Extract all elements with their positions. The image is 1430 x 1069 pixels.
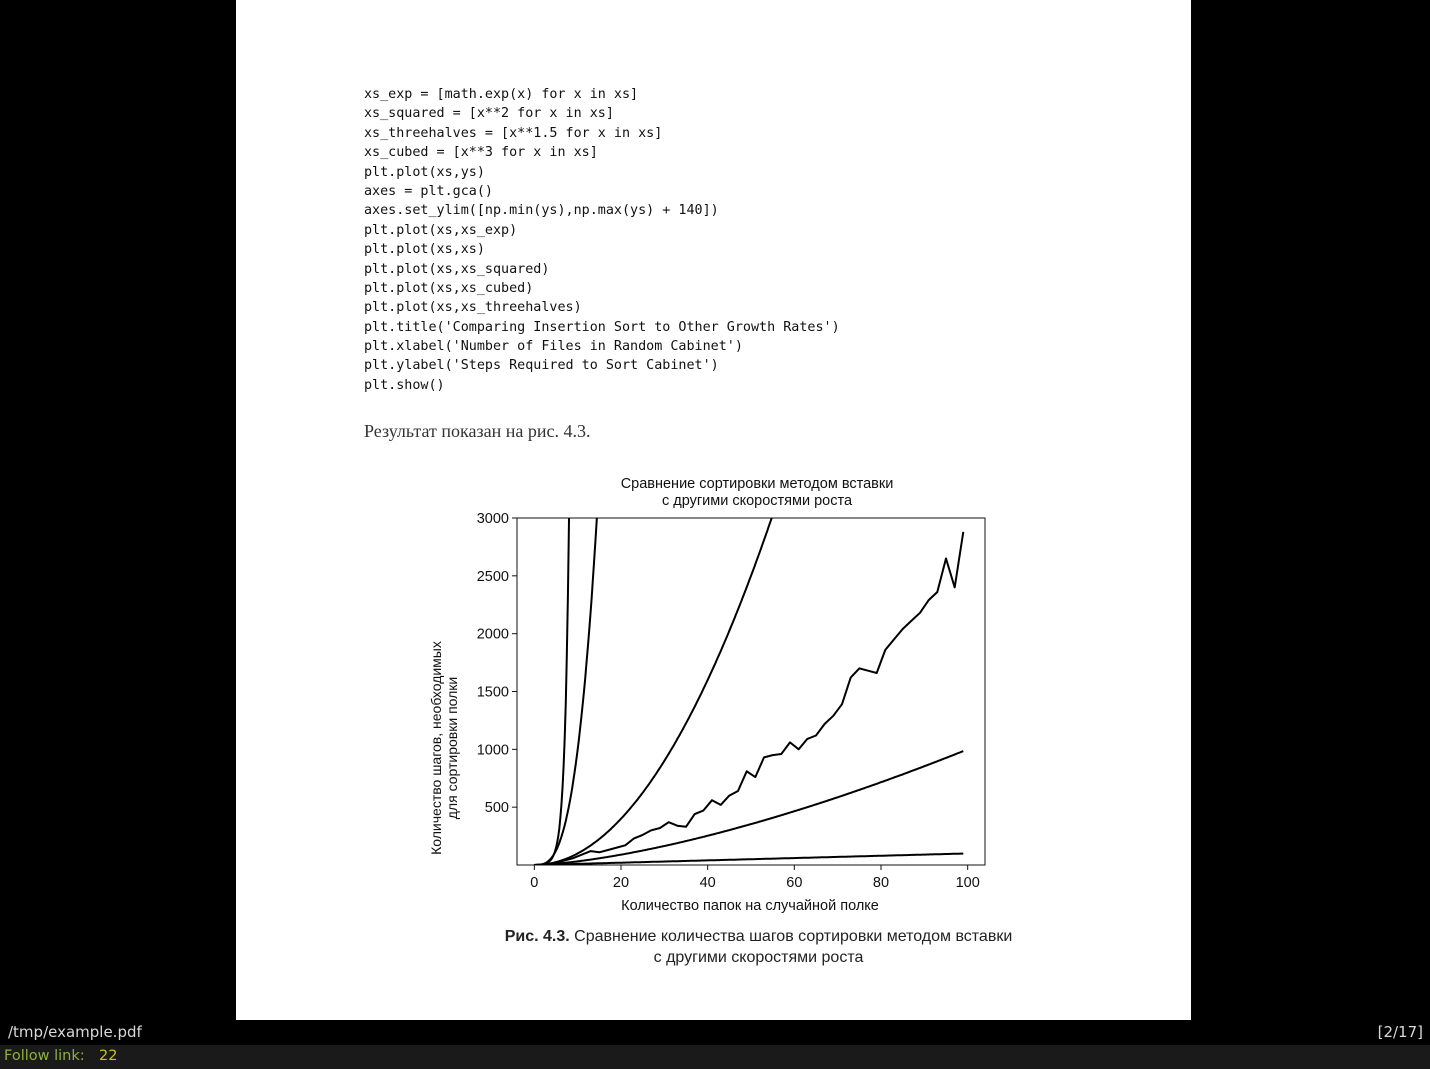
code-line: plt.plot(xs,xs_exp)	[364, 222, 518, 238]
y-tick-label: 1000	[476, 742, 509, 759]
code-line: plt.plot(xs,xs_squared)	[364, 261, 550, 277]
growth-rate-chart	[396, 468, 996, 918]
code-line: plt.ylabel('Steps Required to Sort Cabinet')	[364, 358, 719, 374]
caption-line1	[386, 926, 1131, 947]
y-tick-label: 3000	[476, 511, 509, 527]
y-tick-label: 500	[484, 800, 509, 817]
code-line: plt.plot(xs,xs)	[364, 242, 485, 258]
code-line: xs_exp = [math.exp(x) for x in xs]	[364, 87, 639, 102]
x-tick-label: 100	[955, 875, 980, 891]
y-axis-label	[428, 641, 460, 855]
x-tick-label: 40	[699, 875, 716, 891]
code-line: xs_cubed = [x**3 for x in xs]	[364, 145, 598, 161]
axis-ticks	[477, 511, 980, 891]
series-line-5	[539, 532, 964, 865]
x-tick-label: 80	[872, 875, 890, 891]
page-indicator: [2/17]	[1377, 1023, 1423, 1041]
code-line: plt.plot(xs,xs_cubed)	[364, 280, 534, 296]
code-line: plt.plot(xs,xs_threehalves)	[364, 300, 582, 316]
code-line: xs_threehalves = [x**1.5 for x in xs]	[364, 125, 663, 141]
y-tick-label: 1500	[476, 684, 509, 701]
y-tick-label: 2500	[476, 568, 509, 585]
series-lines	[534, 468, 963, 865]
command-bar[interactable]	[0, 1045, 1430, 1069]
command-label: Follow link:	[4, 1048, 85, 1064]
y-tick-label: 2000	[476, 626, 509, 643]
x-tick-label: 60	[786, 875, 803, 891]
x-tick-label: 20	[612, 875, 630, 891]
code-line: plt.title('Comparing Insertion Sort to Other Growth Rates')	[364, 319, 840, 335]
plot-frame	[517, 518, 985, 865]
pdf-page	[236, 0, 1191, 1020]
code-line: plt.xlabel('Number of Files in Random Cabinet')	[364, 339, 743, 355]
file-path: /tmp/example.pdf	[8, 1023, 142, 1041]
caption-line2: с другими скоростями роста	[653, 949, 864, 966]
code-line: axes = plt.gca()	[364, 183, 493, 199]
code-line: axes.set_ylim([np.min(ys),np.max(ys) + 140])	[364, 203, 719, 219]
code-line: xs_squared = [x**2 for x in xs]	[364, 106, 614, 122]
series-line-3	[534, 751, 963, 865]
series-line-0	[534, 468, 963, 865]
code-block	[364, 85, 840, 395]
result-text: Результат показан на рис. 4.3.	[364, 421, 591, 441]
command-input[interactable]: 22	[99, 1048, 118, 1064]
chart-title-line2: с другими скоростями роста	[661, 493, 853, 509]
x-axis-label: Количество папок на случайной полке	[621, 898, 879, 914]
x-tick-label: 0	[530, 875, 539, 891]
figure-caption	[386, 926, 1131, 968]
y-axis-label-line1: Количество шагов, необходимых	[428, 641, 444, 855]
y-axis-label-line2: для сортировки полки	[444, 676, 460, 820]
chart-title-line1: Сравнение сортировки методом вставки	[620, 476, 894, 492]
series-line-2	[534, 468, 963, 865]
caption-text: Сравнение количества шагов сортировки методом вставки	[569, 928, 1013, 945]
code-line: plt.show()	[364, 377, 445, 393]
caption-label: Рис. 4.3.	[504, 928, 570, 945]
series-line-1	[534, 468, 963, 865]
code-line: plt.plot(xs,ys)	[364, 164, 485, 180]
